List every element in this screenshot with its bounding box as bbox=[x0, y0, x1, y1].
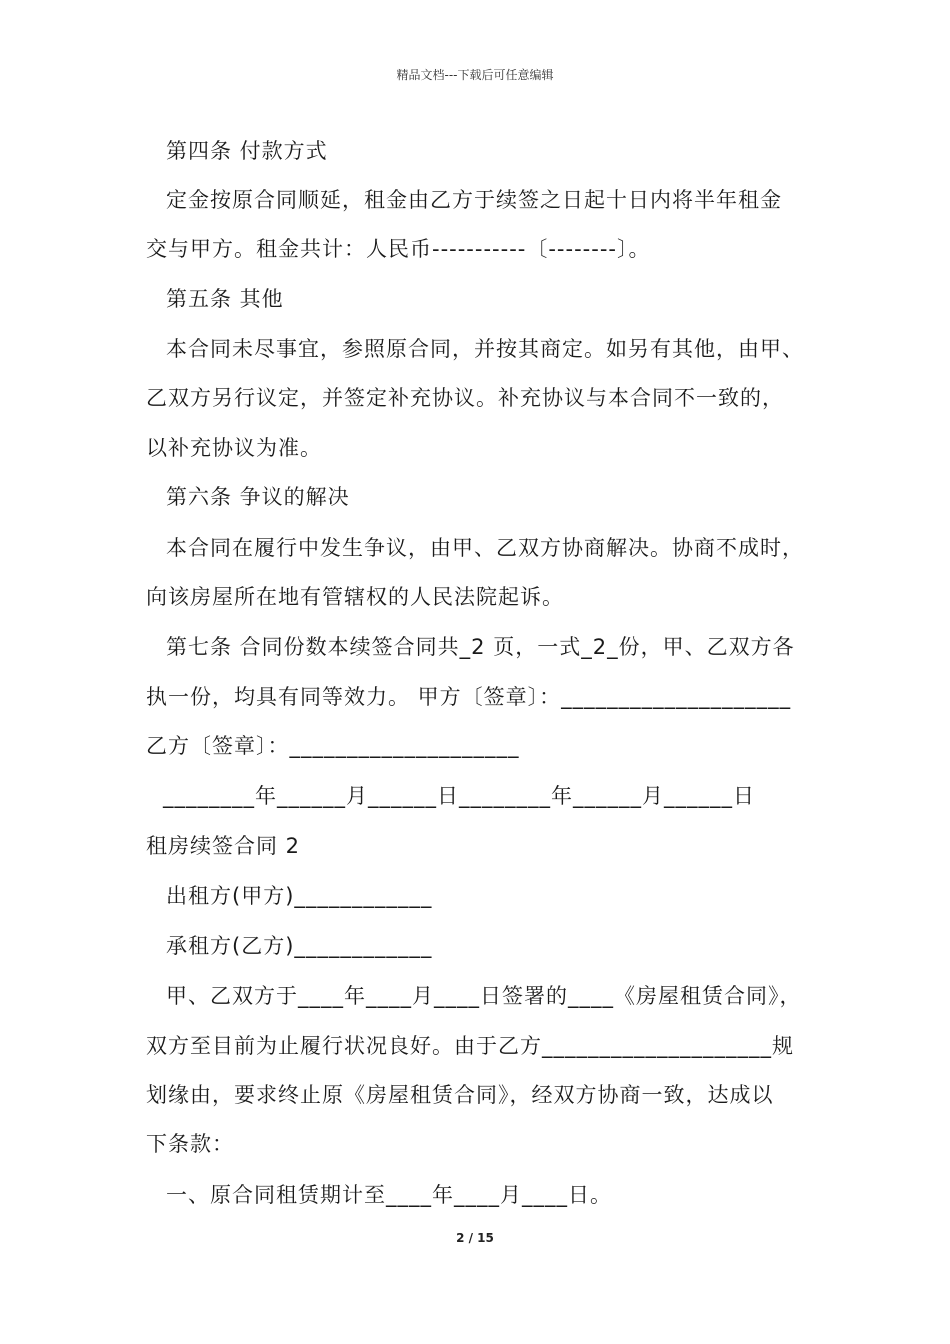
section-title: 租房续签合同 2 bbox=[146, 834, 301, 858]
paragraph-line: 向该房屋所在地有管辖权的人民法院起诉。 bbox=[146, 585, 564, 609]
article-7-line: 第七条 合同份数本续签合同共_2 页，一式_2_份，甲、乙双方各 bbox=[166, 635, 795, 659]
page-number: 2 / 15 bbox=[456, 1231, 494, 1245]
paragraph-line: 本合同在履行中发生争议，由甲、乙双方协商解决。协商不成时， bbox=[166, 536, 804, 560]
paragraph-line: 定金按原合同顺延，租金由乙方于续签之日起十日内将半年租金 bbox=[166, 188, 782, 212]
lessor-line: 出租方(甲方)____________ bbox=[166, 884, 433, 908]
date-line: ________年______月______日________年______月______日 bbox=[163, 784, 755, 808]
paragraph-line: 乙双方另行议定，并签定补充协议。补充协议与本合同不一致的， bbox=[146, 386, 784, 410]
paragraph-line: 划缘由，要求终止原《房屋租赁合同》，经双方协商一致，达成以 bbox=[146, 1083, 774, 1107]
signature-line-party-a: 执一份，均具有同等效力。 甲方〔签章〕：____________________ bbox=[146, 685, 792, 709]
paragraph-line: 交与甲方。租金共计：人民币-----------〔--------〕。 bbox=[146, 237, 651, 261]
lessee-line: 承租方(乙方)____________ bbox=[166, 934, 433, 958]
article-4-heading: 第四条 付款方式 bbox=[166, 139, 328, 163]
article-6-heading: 第六条 争议的解决 bbox=[166, 485, 350, 509]
page-header: 精品文档---下载后可任意编辑 bbox=[396, 68, 554, 82]
paragraph-line: 下条款： bbox=[146, 1132, 234, 1156]
paragraph-line: 以补充协议为准。 bbox=[146, 436, 322, 460]
article-5-heading: 第五条 其他 bbox=[166, 287, 284, 311]
signature-line-party-b: 乙方〔签章〕：____________________ bbox=[146, 734, 520, 758]
paragraph-line: 双方至目前为止履行状况良好。由于乙方____________________规 bbox=[146, 1034, 794, 1058]
paragraph-line: 本合同未尽事宜，参照原合同，并按其商定。如另有其他，由甲、 bbox=[166, 337, 804, 361]
paragraph-line: 甲、乙双方于____年____月____日签署的____《房屋租赁合同》， bbox=[166, 984, 802, 1008]
clause-1-line: 一、原合同租赁期计至____年____月____日。 bbox=[166, 1183, 612, 1207]
